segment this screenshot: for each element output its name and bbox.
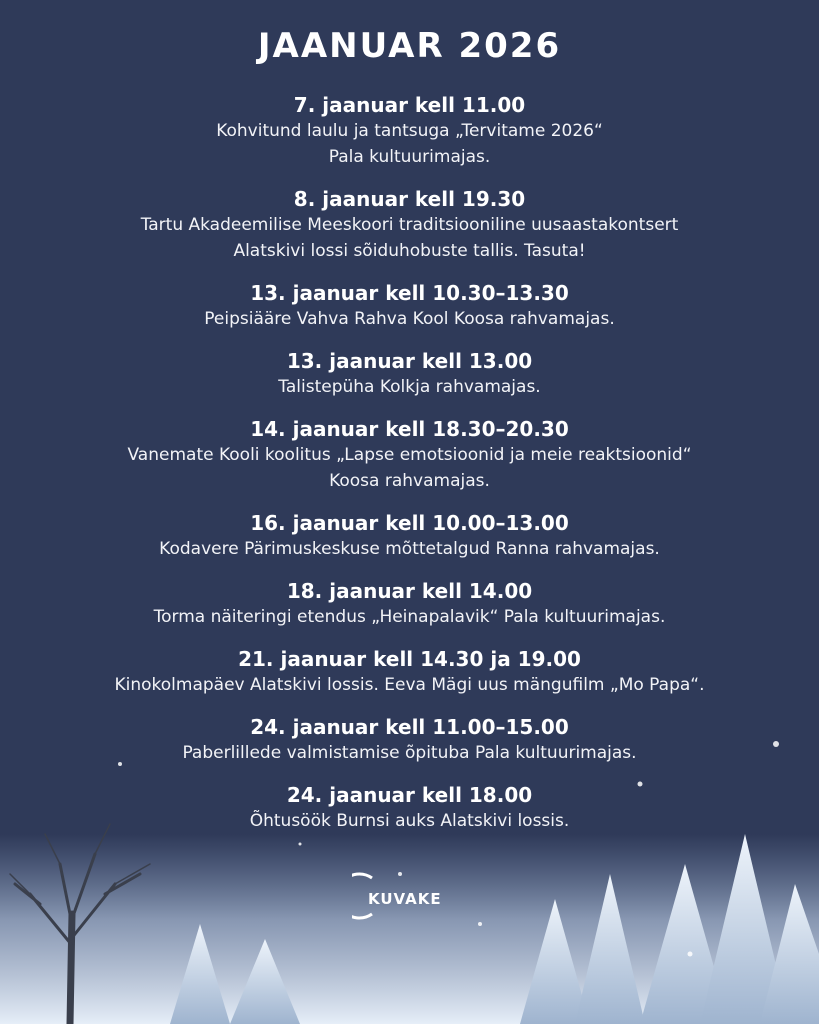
event-item (0, 416, 819, 494)
event-item (0, 646, 819, 698)
event-item (0, 578, 819, 630)
page-title: JAANUAR 2026 (257, 26, 562, 66)
event-date: 13. jaanuar kell 10.30–13.30 (250, 281, 569, 305)
event-item (0, 280, 819, 332)
event-location: Koosa rahvamajas. (329, 471, 490, 491)
kuvake-logo (352, 868, 462, 924)
event-location: Pala kultuurimajas. (328, 147, 491, 167)
logo-text: KUVAKE (368, 890, 442, 908)
event-date: 13. jaanuar kell 13.00 (286, 349, 533, 373)
event-date: 21. jaanuar kell 14.30 ja 19.00 (238, 647, 581, 671)
event-description: Tartu Akadeemilise Meeskoori traditsiooniline uusaastakontsert (140, 215, 679, 235)
event-date: 18. jaanuar kell 14.00 (286, 579, 533, 603)
event-date: 14. jaanuar kell 18.30–20.30 (250, 417, 569, 441)
event-description: Kinokolmapäev Alatskivi lossis. Eeva Mägi uus mängufilm „Mo Papa“. (114, 675, 705, 695)
event-item (0, 510, 819, 562)
event-description: Peipsiääre Vahva Rahva Kool Koosa rahvamajas. (204, 309, 615, 329)
event-date: 24. jaanuar kell 11.00–15.00 (250, 715, 569, 739)
event-location: Alatskivi lossi sõiduhobuste tallis. Tasuta! (233, 241, 586, 261)
event-date: 8. jaanuar kell 19.30 (293, 187, 526, 211)
event-description: Paberlillede valmistamise õpituba Pala kultuurimajas. (182, 743, 637, 763)
event-description: Kodavere Pärimuskeskuse mõttetalgud Ranna rahvamajas. (159, 539, 660, 559)
event-date: 7. jaanuar kell 11.00 (293, 93, 526, 117)
event-date: 24. jaanuar kell 18.00 (286, 783, 533, 807)
event-item (0, 348, 819, 400)
event-description: Talistepüha Kolkja rahvamajas. (278, 377, 541, 397)
event-item (0, 186, 819, 264)
event-description: Kohvitund laulu ja tantsuga „Tervitame 2026“ (216, 121, 603, 141)
event-date: 16. jaanuar kell 10.00–13.00 (250, 511, 569, 535)
event-description: Torma näiteringi etendus „Heinapalavik“ Pala kultuurimajas. (153, 607, 666, 627)
event-item (0, 92, 819, 170)
event-description: Õhtusöök Burnsi auks Alatskivi lossis. (249, 811, 570, 831)
event-description: Vanemate Kooli koolitus „Lapse emotsioonid ja meie reaktsioonid“ (127, 445, 692, 465)
